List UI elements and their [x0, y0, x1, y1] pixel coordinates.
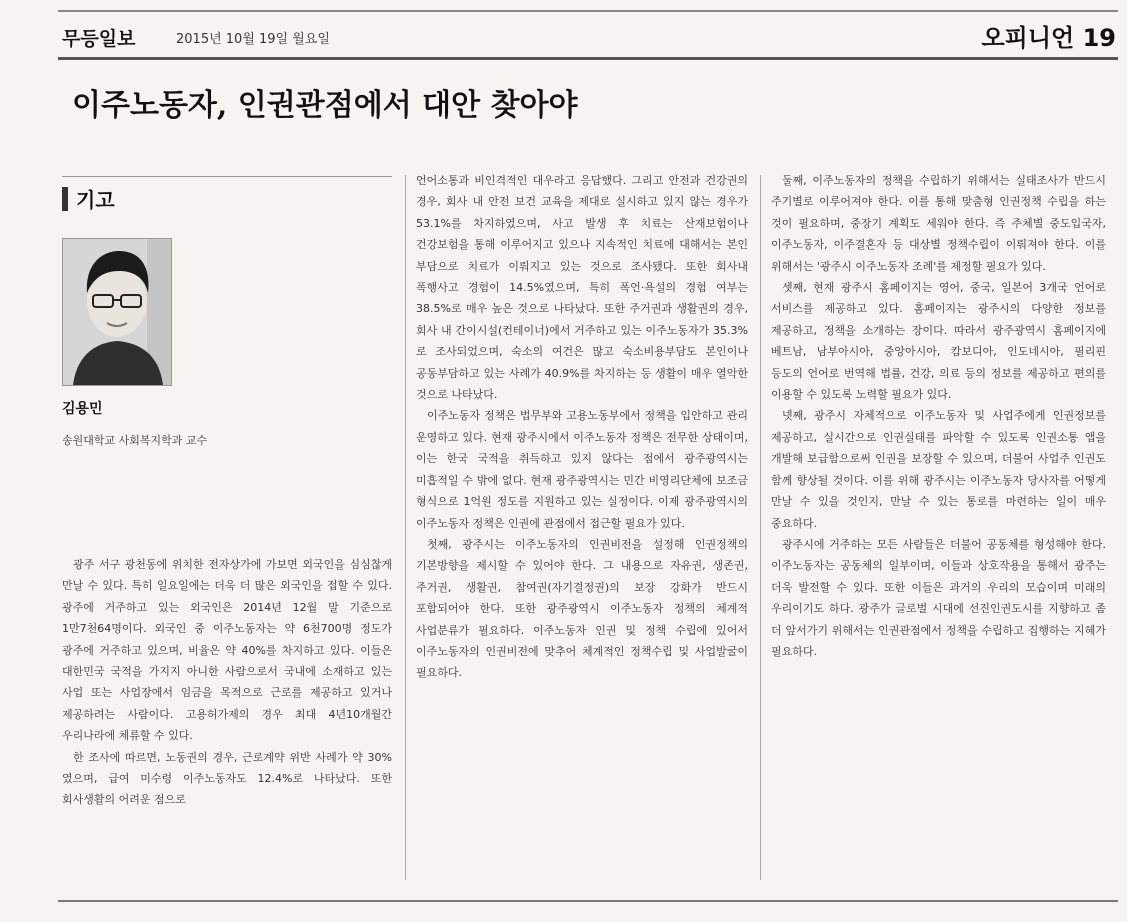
headline: 이주노동자, 인권관점에서 대안 찾아야 [72, 88, 578, 123]
article-column-2 [416, 170, 748, 684]
author-name: 김용민 [62, 401, 103, 417]
column-label-rule [62, 176, 392, 177]
author-title: 송원대학교 사회복지학과 교수 [62, 434, 208, 447]
paper-name: 무등일보 [62, 28, 136, 50]
paragraph: 광주시에 거주하는 모든 사람들은 더불어 공동체를 형성해야 한다. 이주노동자는 공동체의 일부이며, 이들과 상호작용을 통해서 광주는 더욱 발전할 수 있다. 또한 이들은 과거의 우리의 모습이며 미래의 우리이기도 하다. 광주가 글로벌 시대에 선진인권도시를 지향하고 좀 더 앞서가기 위해서는 인권관점에서 정책을 수립하고 집행하는 지혜가 필요하다. [771, 537, 1106, 658]
column-divider [760, 175, 761, 880]
author-photo [62, 238, 172, 386]
paragraph: 첫째, 광주시는 이주노동자의 인권비전을 설정해 인권정책의 기본방향을 제시할 수 있어야 한다. 그 내용으로 자유권, 생존권, 주거권, 생활권, 참여권(자기결정권)의 보장 강화가 반드시 포함되어야 한다. 또한 광주광역시 이주노동자 정책의 체계적 사업분류가 필요하다. 이주노동자 인권 및 정책 수립에 있어서 이주노동자의 인권비전에 맞추어 체계적인 정책수립 및 사업발굴이 필요하다. [416, 537, 748, 680]
column-divider [405, 175, 406, 880]
paragraph: 셋째, 현재 광주시 홈페이지는 영어, 중국, 일본어 3개국 언어로 서비스를 제공하고 있다. 홈페이지는 광주시의 다양한 정보를 제공하고, 정책을 소개하는 장이다. 따라서 광주광역시 홈페이지에 베트남, 남부아시아, 중앙아시아, 캄보디아, 인도네시아, 필리핀 등도의 언어로 번역해 법률, 건강, 의료 등의 정보를 제공하고 편의를 이용할 수 있도록 노력할 필요가 있다. [771, 281, 1106, 402]
paragraph: 언어소통과 비인격적인 대우라고 응답했다. 그리고 안전과 건강권의 경우, 회사 내 안전 보건 교육을 제대로 실시하고 있지 않는 경우가 53.1%를 차지하였으며, 사고 발생 후 치료는 산재보험이나 건강보험을 통해 이루어지고 있으나 지속적인 치료에 대해서는 본인 부담으로 치료가 이뤄지고 있는 것으로 조사됐다. 또한 회사내 폭행사고 경험이 14.5%였으며, 특히 폭언·욕설의 경험 여부는 38.5%로 매우 높은 것으로 나타났다. 또한 주거권과 생활권의 경우, 회사 내 간이시설(컨테이너)에서 거주하고 있는 이주노동자가 35.3%로 조사되었으며, 숙소의 여건은 많고 숙소비용부담도 본인이나 공동부담하고 있는 사례가 40.9%를 차지하는 등 생활이 매우 열악한 것으로 나타났다. [416, 174, 748, 402]
paragraph: 한 조사에 따르면, 노동권의 경우, 근로계약 위반 사례가 약 30%였으며, 급여 미수령 이주노동자도 12.4%로 나타났다. 또한 회사생활의 어려운 점으로 [62, 750, 392, 807]
column-label [62, 184, 115, 213]
article-column-3 [771, 170, 1106, 662]
paragraph: 이주노동자 정책은 법무부와 고용노동부에서 정책을 입안하고 관리 운영하고 있다. 현재 광주시에서 이주노동자 정책은 전무한 상태이며, 이는 한국 국적을 취득하고 있지 않다는 점에서 광주광역시는 미흡적일 수 밖에 없다. 현재 광주광역시는 민간 비영리단체에 보조금 형식으로 1억원 정도를 지원하고 있는 실정이다. 이제 광주광역시의 이주노동자 정책은 인권에 관점에서 접근할 필요가 있다. [416, 409, 748, 530]
bottom-rule [58, 900, 1118, 902]
paper-date: 2015년 10월 19일 월요일 [176, 32, 330, 47]
paragraph: 광주 서구 광천동에 위치한 전자상가에 가보면 외국인을 심심찮게 만날 수 있다. 특히 일요일에는 더욱 더 많은 외국인을 접할 수 있다. 광주에 거주하고 있는 외국인은 2014년 12월 말 기준으로 1만7천64명이다. 외국인 중 이주노동자는 약 6천700명 정도가 광주에 거주하고 있으며, 비율은 약 40%를 차지하고 있다. 이들은 대한민국 국적을 가지지 아니한 사람으로서 국내에 소재하고 있는 사업 또는 사업장에서 임금을 목적으로 근로를 제공하고 있거나 제공하려는 사람이다. 고용허가제의 경우 최대 4년10개월간 우리나라에 체류할 수 있다. [62, 558, 392, 743]
masthead-rule [58, 57, 1118, 60]
paragraph: 둘째, 이주노동자의 정책을 수립하기 위해서는 실태조사가 반드시 주기별로 이루어져야 한다. 이를 통해 맞춤형 인권정책 수립을 하는 것이 필요하며, 중장기 계획도 세워야 한다. 즉 주체별 중도입국자, 이주노동자, 이주결혼자 등 대상별 정책수립이 이뤄져야 한다. 이를 위해서는 '광주시 이주노동자 조례'를 제정할 필요가 있다. [771, 174, 1106, 273]
article-column-1 [62, 554, 392, 811]
column-label-bar [62, 187, 68, 211]
column-label-text: 기고 [76, 188, 115, 212]
author-portrait-icon [63, 239, 171, 385]
paragraph: 넷째, 광주시 자체적으로 이주노동자 및 사업주에게 인권정보를 제공하고, 실시간으로 인권실태를 파악할 수 있도록 인권소통 앱을 개발해 보급함으로써 인권을 보장할 수 있으며, 더불어 사업주 인권도 함께 향상될 것이다. 이를 위해 광주시는 이주노동자 당사자를 어떻게 만날 수 있을 것인지, 만날 수 있는 통로를 마련하는 일이 매우 중요하다. [771, 409, 1106, 530]
masthead [58, 18, 1118, 56]
top-rule [58, 10, 1118, 12]
section-name: 오피니언 19 [981, 24, 1116, 52]
